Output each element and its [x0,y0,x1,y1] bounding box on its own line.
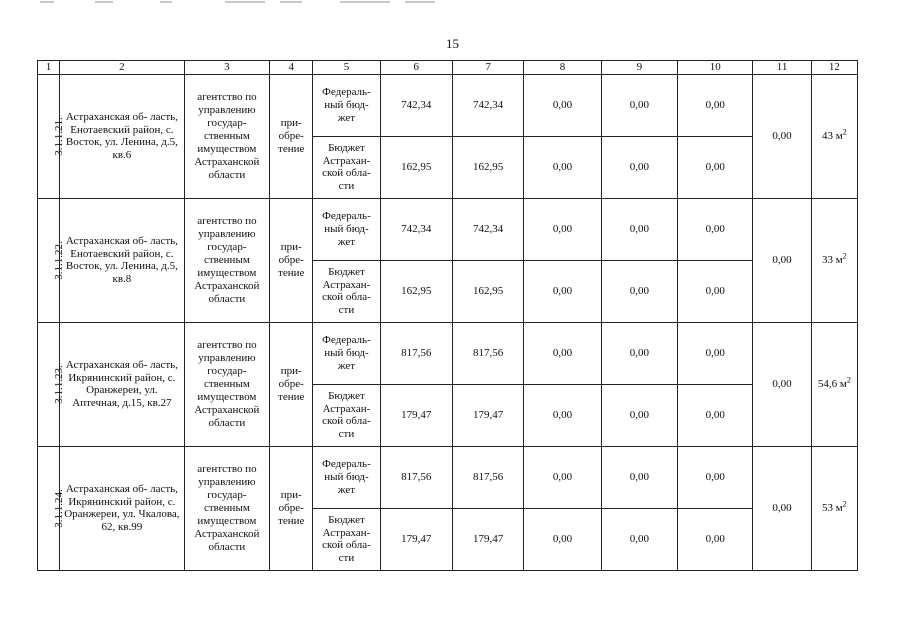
action-cell: при- обре- тение [270,322,313,446]
value-cell: 0,00 [524,322,601,384]
column-header: 3 [184,61,269,75]
area-cell [811,74,857,198]
area-unit-exponent: 2 [846,375,851,385]
address-cell: Астраханская об- ласть, Енотаевский район, с. Восток, ул. Ленина, д.5, кв.6 [60,74,185,198]
column-header: 5 [313,61,380,75]
value-cell: 0,00 [678,260,753,322]
value-cell: 0,00 [524,446,601,508]
value-cell: 817,56 [452,446,523,508]
funding-source-cell: Бюджет Астрахан- ской обла- сти [313,136,380,198]
table-row [38,446,858,508]
value-cell: 0,00 [678,74,753,136]
value-cell: 0,00 [601,74,677,136]
value-cell: 0,00 [678,508,753,570]
agency-cell: агентство по управлению государ- ственным имуществом Астраханской области [184,322,269,446]
action-cell: при- обре- тение [270,446,313,570]
value-cell: 162,95 [380,260,452,322]
funding-source-cell: Бюджет Астрахан- ской обла- сти [313,508,380,570]
column-header: 9 [601,61,677,75]
value-cell: 0,00 [601,384,677,446]
area-value: 54,6 м [817,377,847,390]
area-cell [811,322,857,446]
value-cell: 179,47 [452,508,523,570]
item-number: 3.1.1.24. [52,489,65,528]
value-cell: 817,56 [452,322,523,384]
value-cell: 0,00 [678,198,753,260]
item-number-cell [38,446,65,570]
column-header: 11 [753,61,811,75]
funding-source-cell: Бюджет Астрахан- ской обла- сти [313,260,380,322]
column-11-cell: 0,00 [753,198,811,322]
value-cell: 0,00 [601,136,677,198]
value-cell: 0,00 [524,74,601,136]
value-cell: 0,00 [678,136,753,198]
value-cell: 742,34 [452,74,523,136]
value-cell: 0,00 [524,384,601,446]
column-header: 8 [524,61,601,75]
column-header: 7 [452,61,523,75]
value-cell: 0,00 [601,508,677,570]
value-cell: 0,00 [601,260,677,322]
action-cell: при- обре- тение [270,74,313,198]
column-number-row [38,61,858,75]
value-cell: 162,95 [380,136,452,198]
value-cell: 162,95 [452,260,523,322]
agency-cell: агентство по управлению государ- ственным имуществом Астраханской области [184,446,269,570]
column-header: 1 [38,61,60,75]
value-cell: 179,47 [380,384,452,446]
value-cell: 162,95 [452,136,523,198]
address-cell: Астраханская об- ласть, Енотаевский район, с. Восток, ул. Ленина, д.5, кв.8 [60,198,185,322]
column-11-cell: 0,00 [753,74,811,198]
value-cell: 817,56 [380,446,452,508]
action-cell: при- обре- тение [270,198,313,322]
value-cell: 817,56 [380,322,452,384]
value-cell: 0,00 [678,322,753,384]
budget-allocation-table [37,60,858,571]
value-cell: 0,00 [524,508,601,570]
value-cell: 179,47 [380,508,452,570]
column-header: 2 [60,61,185,75]
address-cell: Астраханская об- ласть, Икрянинский район, с. Оранжереи, ул. Аптечная, д.15, кв.27 [60,322,185,446]
table-row [38,198,858,260]
value-cell: 742,34 [452,198,523,260]
item-number-cell [38,322,65,446]
value-cell: 0,00 [601,322,677,384]
area-value: 43 м [821,129,843,142]
value-cell: 0,00 [678,446,753,508]
table-row [38,74,858,136]
table-row [38,322,858,384]
value-cell: 0,00 [524,136,601,198]
funding-source-cell: Федераль- ный бюд- жет [313,74,380,136]
funding-source-cell: Федераль- ный бюд- жет [313,198,380,260]
value-cell: 0,00 [524,198,601,260]
area-unit-exponent: 2 [842,251,847,261]
value-cell: 0,00 [678,384,753,446]
item-number-cell [38,198,65,322]
value-cell: 0,00 [601,446,677,508]
value-cell: 742,34 [380,74,452,136]
funding-source-cell: Бюджет Астрахан- ской обла- сти [313,384,380,446]
value-cell: 0,00 [601,198,677,260]
funding-source-cell: Федераль- ный бюд- жет [313,446,380,508]
value-cell: 742,34 [380,198,452,260]
column-header: 12 [811,61,857,75]
item-number: 3.1.1.23. [52,365,65,404]
area-value: 53 м [821,501,843,514]
scan-artifact-marks [40,0,440,6]
funding-source-cell: Федераль- ный бюд- жет [313,322,380,384]
column-11-cell: 0,00 [753,322,811,446]
column-header: 10 [678,61,753,75]
column-11-cell: 0,00 [753,446,811,570]
area-unit-exponent: 2 [842,499,847,509]
page-number: 15 [446,36,459,51]
column-header: 4 [270,61,313,75]
item-number-cell [38,74,65,198]
value-cell: 0,00 [524,260,601,322]
item-number: 3.1.1.22. [52,241,65,280]
column-header: 6 [380,61,452,75]
agency-cell: агентство по управлению государ- ственным имуществом Астраханской области [184,198,269,322]
address-cell: Астраханская об- ласть, Икрянинский район, с. Оранжереи, ул. Чкалова, 62, кв.99 [60,446,185,570]
area-cell [811,198,857,322]
item-number: 3.1.1.21. [52,117,65,156]
area-value: 33 м [821,253,843,266]
agency-cell: агентство по управлению государ- ственным имуществом Астраханской области [184,74,269,198]
area-cell [811,446,857,570]
value-cell: 179,47 [452,384,523,446]
area-unit-exponent: 2 [842,127,847,137]
